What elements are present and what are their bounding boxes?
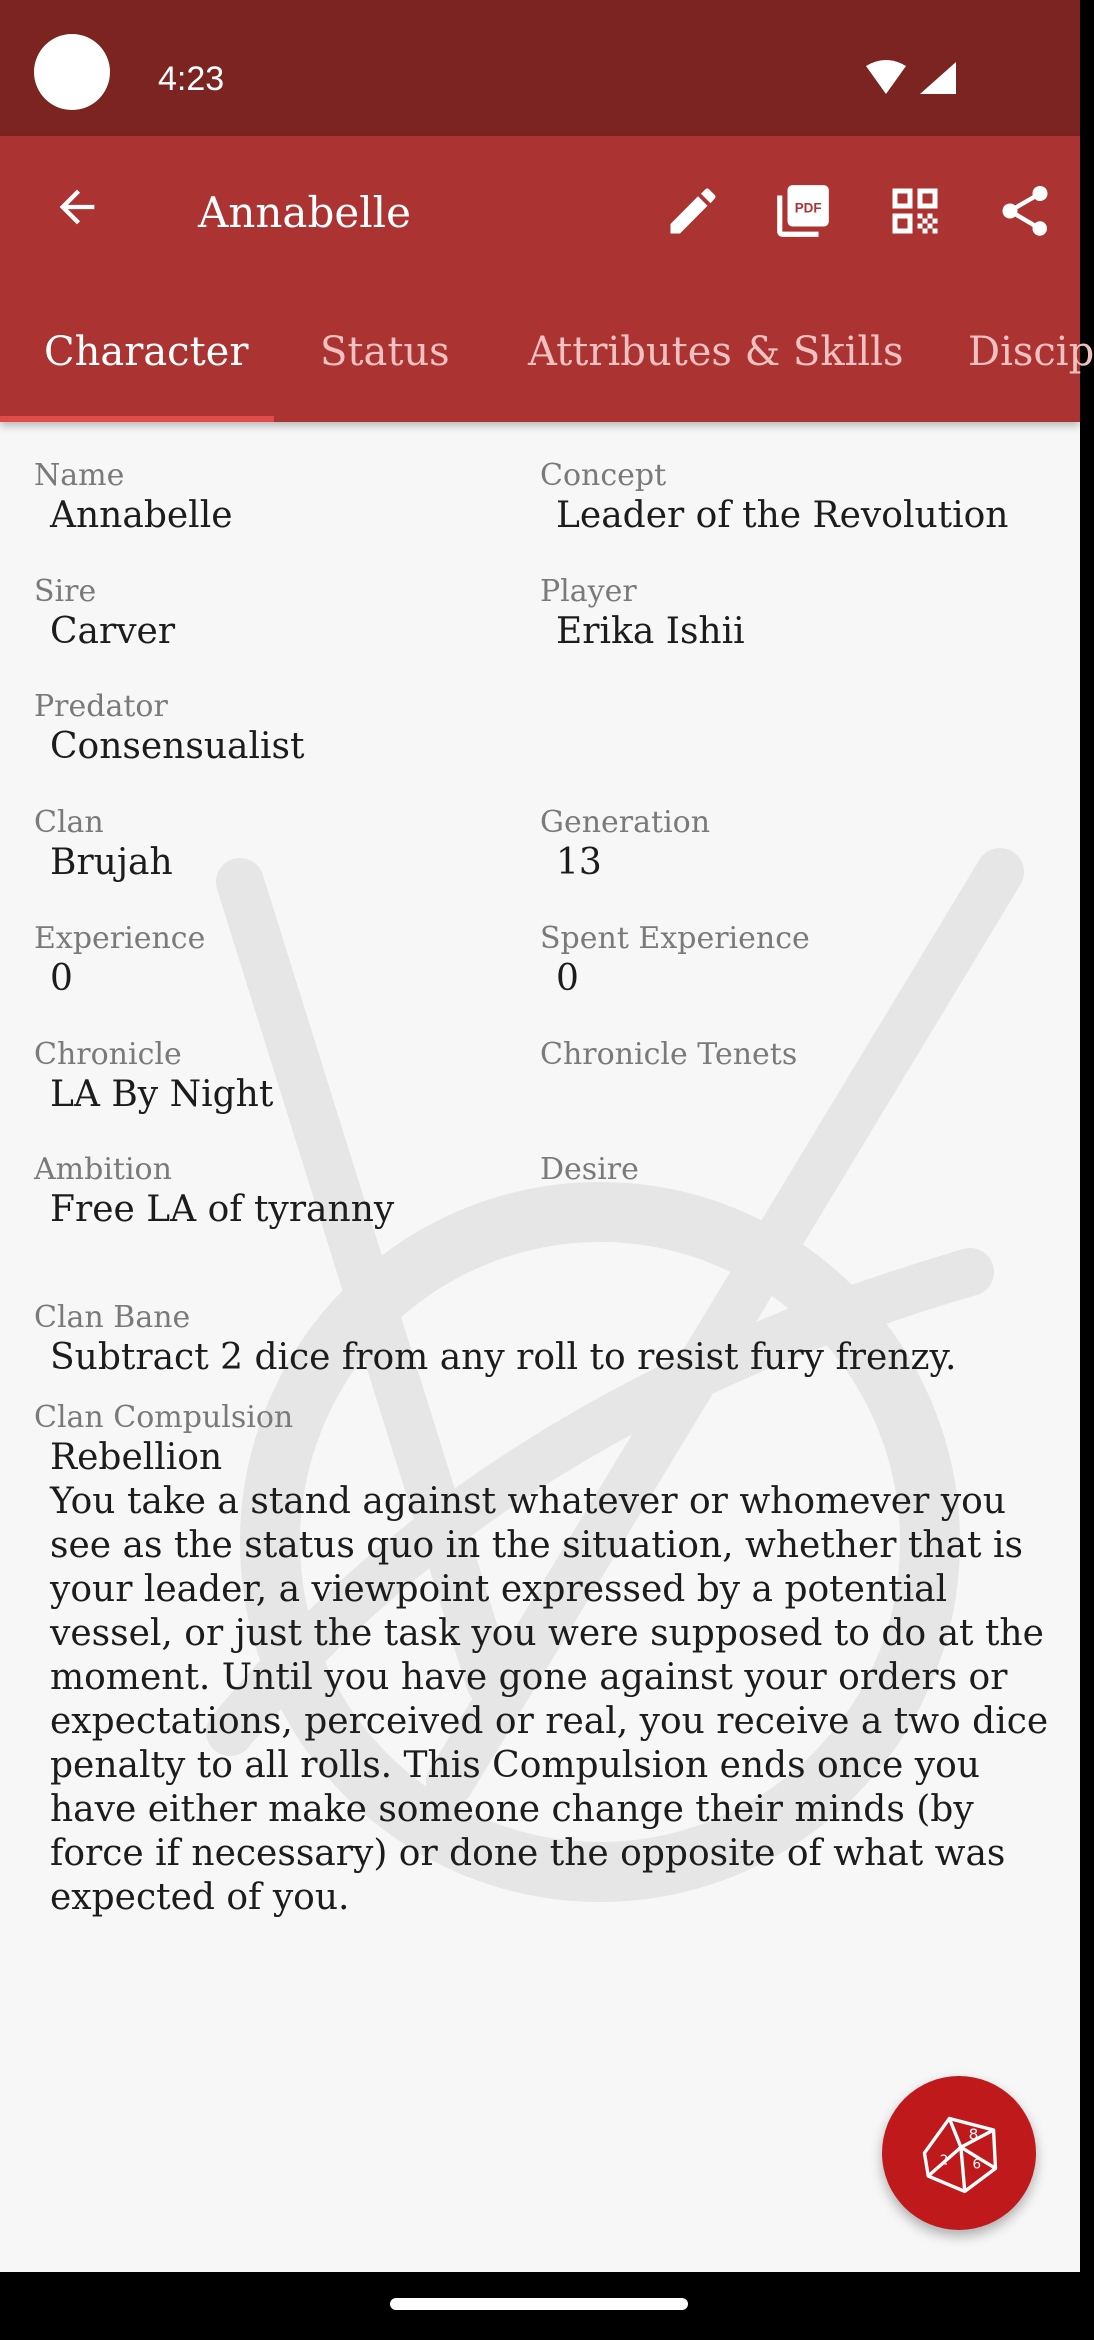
field-label: Name bbox=[34, 458, 125, 493]
field-value: Brujah bbox=[50, 842, 173, 883]
compulsion-title: Rebellion bbox=[50, 1437, 223, 1478]
export-pdf-button[interactable] bbox=[768, 176, 838, 246]
field-value: Carver bbox=[50, 611, 176, 652]
svg-text:6: 6 bbox=[972, 2157, 982, 2173]
pdf-icon bbox=[772, 180, 834, 242]
field-label: Predator bbox=[34, 689, 168, 724]
field-value: 13 bbox=[556, 842, 602, 883]
field-chronicle[interactable] bbox=[34, 1037, 273, 1117]
qr-code-icon bbox=[885, 181, 945, 241]
tab-attributes-skills[interactable]: Attributes & Skills bbox=[528, 329, 904, 375]
field-player[interactable] bbox=[540, 574, 745, 654]
field-concept[interactable] bbox=[540, 458, 1008, 538]
character-sheet bbox=[0, 422, 1080, 2272]
field-sire[interactable] bbox=[34, 574, 175, 654]
field-label: Clan Bane bbox=[34, 1300, 191, 1335]
tab-character[interactable]: Character bbox=[44, 329, 249, 375]
tab-status[interactable]: Status bbox=[320, 329, 450, 375]
field-spent-experience[interactable] bbox=[540, 921, 810, 1001]
status-time: 4:23 bbox=[158, 60, 225, 98]
field-label: Generation bbox=[540, 805, 711, 840]
field-generation[interactable] bbox=[540, 805, 710, 885]
field-chronicle-tenets[interactable] bbox=[540, 1037, 797, 1073]
field-label: Concept bbox=[540, 458, 667, 493]
qr-code-button[interactable] bbox=[880, 176, 950, 246]
field-value: Erika Ishii bbox=[556, 611, 745, 652]
svg-text:8: 8 bbox=[968, 2125, 979, 2144]
field-clan[interactable] bbox=[34, 805, 173, 885]
field-label: Chronicle bbox=[34, 1037, 182, 1072]
field-value: 0 bbox=[50, 958, 73, 999]
field-label: Clan bbox=[34, 805, 104, 840]
dice-icon bbox=[911, 2105, 1007, 2201]
camera-cutout bbox=[34, 34, 110, 110]
arrow-back-icon bbox=[51, 181, 103, 233]
app-bar bbox=[0, 136, 1094, 422]
field-experience[interactable] bbox=[34, 921, 205, 1001]
field-label: Sire bbox=[34, 574, 97, 609]
field-label: Ambition bbox=[34, 1152, 172, 1187]
svg-text:2: 2 bbox=[939, 2153, 949, 2169]
status-bar bbox=[0, 0, 1080, 136]
field-name[interactable] bbox=[34, 458, 233, 538]
field-desire[interactable] bbox=[540, 1152, 639, 1188]
roll-dice-button[interactable] bbox=[882, 2076, 1036, 2230]
field-clan-compulsion bbox=[34, 1400, 1060, 1920]
field-label: Desire bbox=[540, 1152, 639, 1187]
svg-text:PDF: PDF bbox=[794, 200, 822, 216]
share-button[interactable] bbox=[990, 176, 1060, 246]
field-clan-bane bbox=[34, 1300, 956, 1380]
page-title: Annabelle bbox=[198, 188, 411, 237]
field-label: Player bbox=[540, 574, 637, 609]
tab-disciplines[interactable]: Discip bbox=[968, 329, 1094, 375]
field-value: Leader of the Revolution bbox=[556, 495, 1009, 536]
field-label: Experience bbox=[34, 921, 206, 956]
field-label: Chronicle Tenets bbox=[540, 1037, 798, 1072]
system-navigation-bar bbox=[0, 2272, 1080, 2340]
edit-icon bbox=[663, 181, 723, 241]
field-label: Clan Compulsion bbox=[34, 1400, 294, 1435]
field-value: 0 bbox=[556, 958, 579, 999]
field-label: Spent Experience bbox=[540, 921, 810, 956]
edit-button[interactable] bbox=[658, 176, 728, 246]
field-value: Consensualist bbox=[50, 726, 305, 767]
field-value: Annabelle bbox=[50, 495, 233, 536]
field-value: Free LA of tyranny bbox=[50, 1189, 395, 1230]
tab-bar bbox=[0, 312, 1094, 422]
wifi-signal-icon bbox=[864, 60, 964, 100]
field-ambition[interactable] bbox=[34, 1152, 394, 1232]
back-button[interactable] bbox=[40, 170, 114, 244]
home-gesture-handle[interactable] bbox=[390, 2298, 688, 2310]
compulsion-description: You take a stand against whatever or whomever you see as the status quo in the situation, whether that is your leader, a viewpoint expressed by a potential vessel, or just the task you were supposed to do at the moment. Until you have gone against your orders or expectations, perceived or real, you receive a two dice penalty to all rolls. This Compulsion ends once you have either make someone change their minds (by force if necessary) or done the opposite of what was expected of you. bbox=[50, 1481, 1049, 1918]
field-value: LA By Night bbox=[50, 1074, 274, 1115]
field-predator[interactable] bbox=[34, 689, 304, 769]
field-value: Subtract 2 dice from any roll to resist fury frenzy. bbox=[50, 1337, 957, 1378]
share-icon bbox=[995, 181, 1055, 241]
